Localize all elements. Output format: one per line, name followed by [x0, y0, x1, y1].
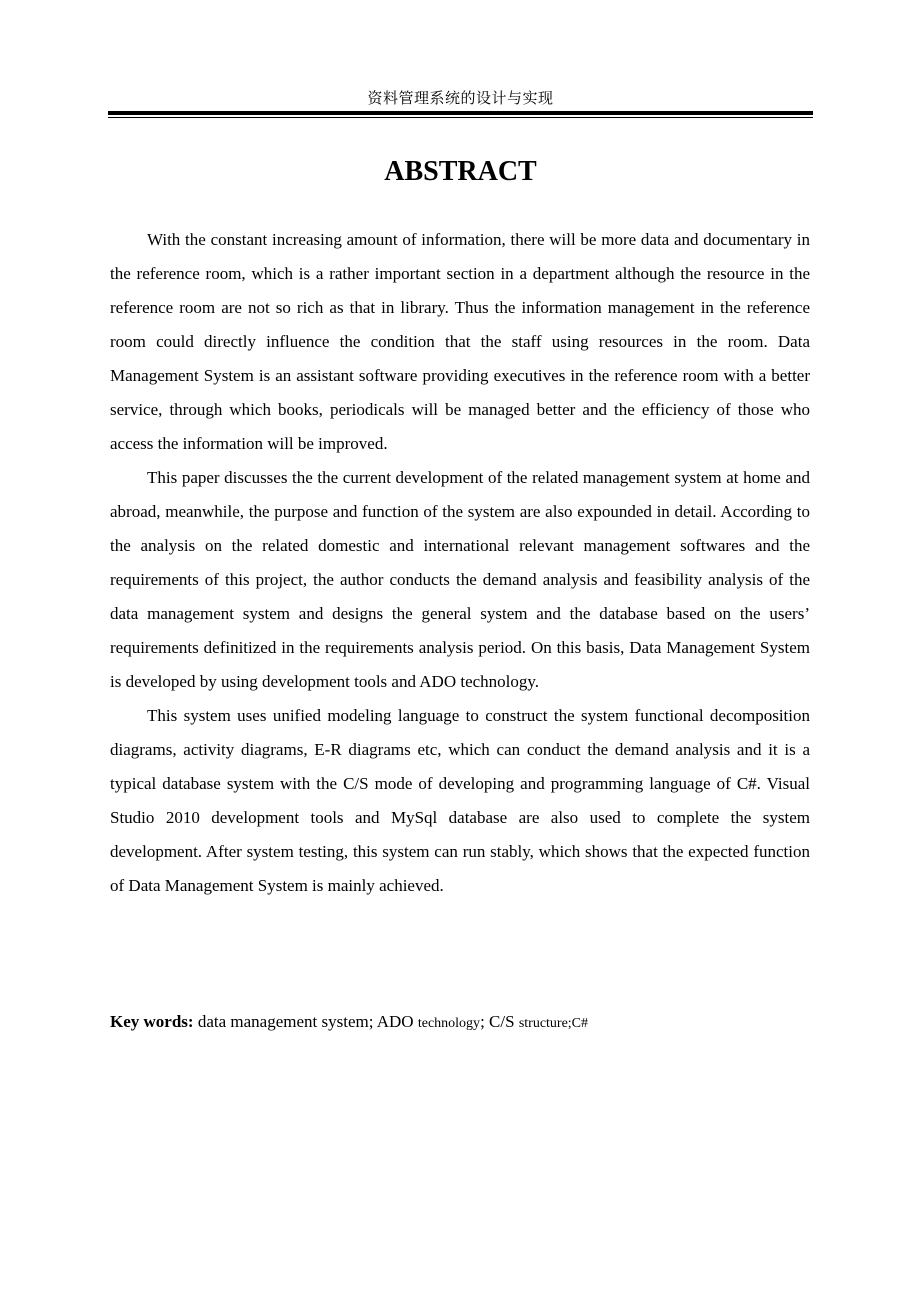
- keywords-label: Key words:: [110, 1012, 194, 1031]
- header-rule-thin: [108, 117, 813, 118]
- running-header: 资料管理系统的设计与实现: [367, 89, 554, 107]
- header-rule-thick: [108, 111, 813, 115]
- abstract-title: ABSTRACT: [384, 156, 537, 187]
- abstract-paragraph-3: This system uses unified modeling language to construct the system functional decomposition diagrams, activity diagrams, E-R diagrams etc, which can conduct the demand analysis and it is a typical database system with the C/S mode of developing and programming language of C#. Visual Studio 2010 development tools and MySql database are also used to complete the system development. After system testing, this system can run stably, which shows that the expected function of Data Management System is mainly achieved.: [110, 706, 810, 895]
- keywords-text-3: ; C/S: [480, 1012, 519, 1031]
- abstract-paragraph-2: This paper discusses the the current development of the related management system at home and abroad, meanwhile, the purpose and function of the system are also expounded in detail. According to the analysis on the related domestic and international relevant management softwares and the requirements of this project, the author conducts the demand analysis and feasibility analysis of the data management system and designs the general system and the database based on the users’ requirements definitized in the requirements analysis period. On this basis, Data Management System is developed by using development tools and ADO technology.: [110, 468, 810, 691]
- keywords-text-2: technology: [417, 1016, 481, 1031]
- keywords-text-1: data management system; ADO: [193, 1012, 418, 1031]
- keywords-text-4: structure;C#: [518, 1016, 589, 1031]
- abstract-body: [110, 223, 810, 903]
- keywords-line: [110, 1005, 810, 1041]
- abstract-paragraph-1: With the constant increasing amount of information, there will be more data and documentary in the reference room, which is a rather important section in a department although the resource in the reference room are not so rich as that in library. Thus the information management in the reference room could directly influence the condition that the staff using resources in the room. Data Management System is an assistant software providing executives in the reference room with a better service, through which books, periodicals will be managed better and the efficiency of those who access the information will be improved.: [110, 230, 810, 453]
